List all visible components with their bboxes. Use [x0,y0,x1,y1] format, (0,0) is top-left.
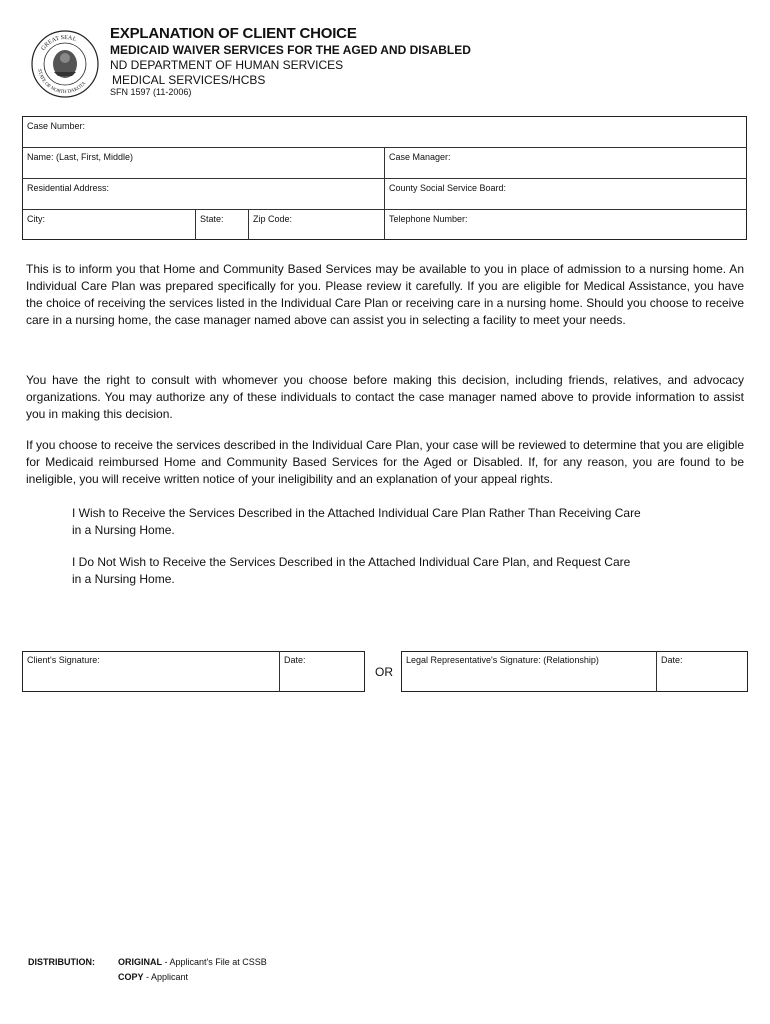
zip-field[interactable]: Zip Code: [253,214,293,224]
distribution-label: DISTRIBUTION: [28,957,95,967]
legal-rep-signature-field[interactable]: Legal Representative's Signature: (Relationship) [406,655,599,665]
state-seal-logo [30,28,100,100]
client-date-field[interactable]: Date: [284,655,306,665]
or-separator: OR [375,665,393,679]
city-field[interactable]: City: [27,214,45,224]
option-receive-services[interactable]: I Wish to Receive the Services Described in the Attached Individual Care Plan Rather Than Receiving Care in a Nursing Home. [72,506,641,537]
svg-text:GREAT SEAL: GREAT SEAL [40,34,77,52]
telephone-field[interactable]: Telephone Number: [389,214,468,224]
option-nursing-home[interactable]: I Do Not Wish to Receive the Services Described in the Attached Individual Care Plan, and Request Care in a Nursing Home. [72,555,631,586]
intro-paragraph: This is to inform you that Home and Community Based Services may be available to you in place of admission to a nursing home. An Individual Care Plan was prepared specifically for you. Please review it carefully. If you are eligible for Medical Assistance, you have the choice of receiving the services listed in the Individual Care Plan or receiving care in a nursing home. Should you choose to receive care in a nursing home, the case manager named above can assist you in selecting a facility to meet your needs. [26,262,744,327]
client-signature-field[interactable]: Client's Signature: [27,655,100,665]
state-field[interactable]: State: [200,214,224,224]
distribution-copy: COPY - Applicant [118,972,189,982]
name-field[interactable]: Name: (Last, First, Middle) [27,152,134,162]
department-name: ND DEPARTMENT OF HUMAN SERVICES [110,58,344,72]
svg-text:STATE OF NORTH DAKOTA: STATE OF NORTH DAKOTA [36,68,88,96]
form-number: SFN 1597 (11-2006) [110,87,192,97]
review-paragraph: If you choose to receive the services described in the Individual Care Plan, your case will be reviewed to determine that you are eligible for Medicaid reimbursed Home and Community Based Services for the Aged or Disabled. If, for any reason, you are found to be ineligible, you will receive written notice of your ineligibility and an explanation of your appeal rights. [26,438,744,486]
case-number-field[interactable]: Case Number: [27,121,86,131]
case-manager-field[interactable]: Case Manager: [389,152,451,162]
county-board-field[interactable]: County Social Service Board: [389,183,507,193]
form-title: EXPLANATION OF CLIENT CHOICE [110,25,357,42]
form-subtitle: MEDICAID WAIVER SERVICES FOR THE AGED AND DISABLED [110,43,471,57]
rights-paragraph: You have the right to consult with whomever you choose before making this decision, including friends, relatives, and advocacy organizations. You may authorize any of these individuals to contact the case manager named above to provide information to assist you in making this decision. [26,373,744,421]
residential-address-field[interactable]: Residential Address: [27,183,110,193]
legal-rep-date-field[interactable]: Date: [661,655,683,665]
division-name: MEDICAL SERVICES/HCBS [112,73,266,87]
distribution-original: ORIGINAL - Applicant's File at CSSB [118,957,267,967]
